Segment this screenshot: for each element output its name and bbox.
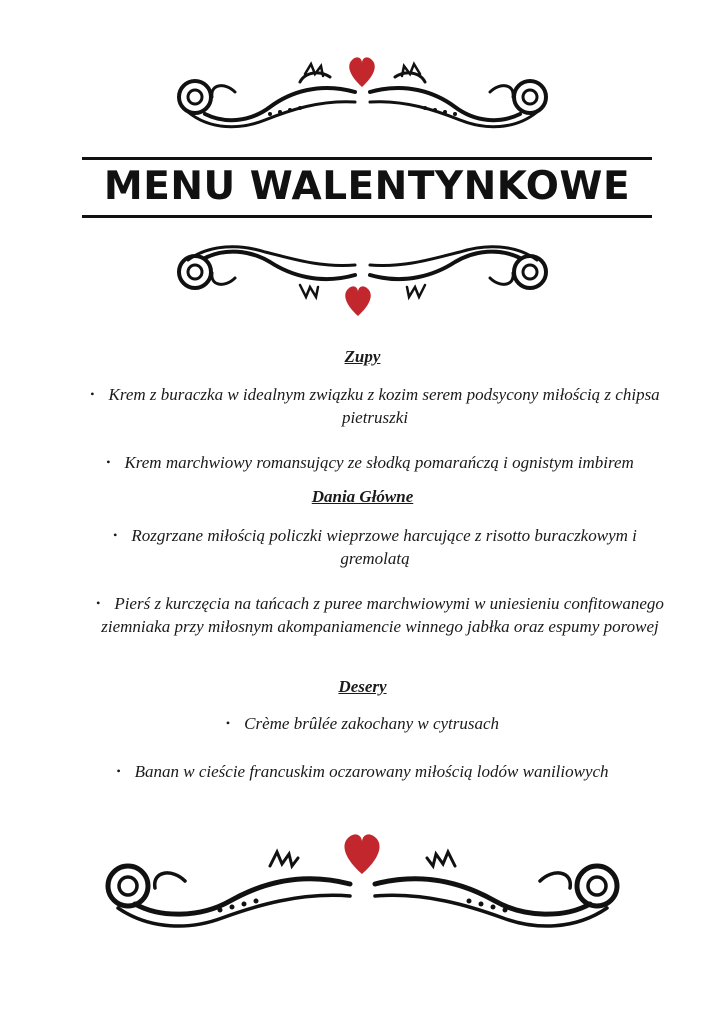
menu-item <box>60 451 680 474</box>
menu-item-text: Krem marchwiowy romansujący ze słodką pomarańczą i ognistym imbirem <box>124 453 634 472</box>
menu-item-text: Banan w cieście francuskim oczarowany miłością lodów waniliowych <box>134 762 609 781</box>
menu-item <box>60 760 665 783</box>
heart-icon <box>344 834 379 874</box>
bullet: • <box>116 764 121 778</box>
bullet: • <box>225 716 231 730</box>
menu-item <box>75 592 685 638</box>
title-top-rule <box>82 157 652 160</box>
menu-item <box>60 712 665 735</box>
top-ornament <box>0 52 725 137</box>
title-bottom-rule <box>82 215 652 218</box>
bullet: • <box>96 596 101 610</box>
heart-icon <box>345 286 371 316</box>
heart-icon <box>349 57 375 87</box>
bottom-ornament <box>0 826 725 936</box>
menu-item <box>80 383 670 429</box>
middle-ornament <box>0 240 725 320</box>
bullet: • <box>90 387 95 401</box>
section-heading-desserts: Desery <box>338 677 387 696</box>
section-heading-soups: Zupy <box>344 347 381 366</box>
menu-item-text: Pierś z kurczęcia na tańcach z puree marchwiowymi w uniesieniu confitowanego ziemniaka przy miłosnym akompaniamencie winnego jabłka oraz espumy porowej <box>101 594 664 636</box>
menu-item-text: Rozgrzane miłością policzki wieprzowe harcujące z risotto buraczkowym i gremolatą <box>131 526 637 568</box>
section-heading-mains: Dania Główne <box>311 487 414 506</box>
bullet: • <box>113 528 118 542</box>
menu-item <box>80 524 670 570</box>
menu-item-text: Krem z buraczka w idealnym związku z kozim serem podsycony miłością z chipsa pietruszki <box>108 385 660 427</box>
menu-item-text: Crème brûlée zakochany w cytrusach <box>244 714 500 733</box>
bullet: • <box>106 455 111 469</box>
page-title: MENU WALENTYNKOWE <box>103 164 631 209</box>
